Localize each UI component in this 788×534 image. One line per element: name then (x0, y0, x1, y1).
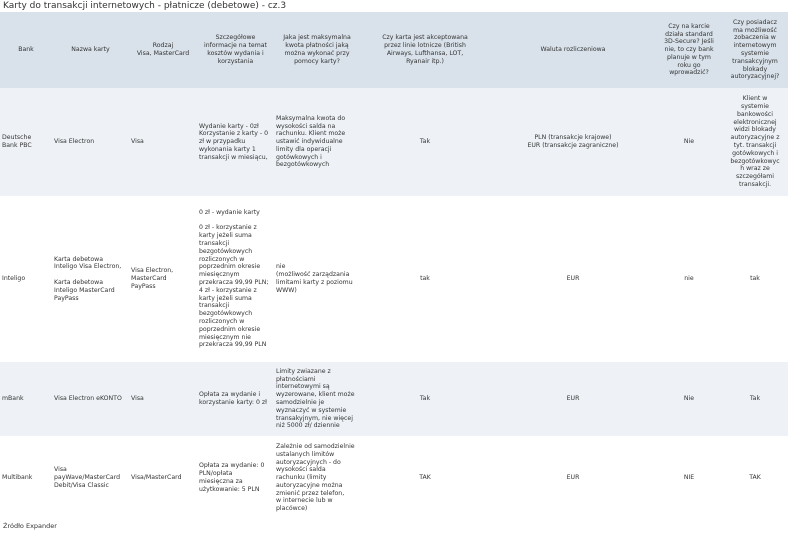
table-row (0, 362, 788, 436)
cell-bank: Inteligo (0, 196, 52, 362)
cell-max-limit: nie (możliwość zarządzania limitami karty z poziomu WWW) (274, 196, 360, 362)
col-header-3d-secure: Czy na karcie działa standard 3D-Secure? Jeśli nie, to czy bank planuje w tym roku go wprowadzić? (656, 12, 722, 88)
cell-max-limit: Zależnie od samodzielnie ustalanych limitów autoryzacyjnych - do wysokości salda rachunku (limity autoryzacyjne można zmienić przez telefon, w internecie lub w placówce) (274, 436, 360, 520)
cell-currency: EUR (490, 196, 656, 362)
cell-card-type: Visa (129, 362, 197, 436)
cell-bank: Multibank (0, 436, 52, 520)
cell-card-name: Visa Electron (52, 88, 129, 196)
col-header-airlines: Czy karta jest akceptowana przez linie lotnicze (British Airways, Lufthansa, LOT, Ryanair itp.) (360, 12, 490, 88)
cell-costs: Wydanie karty - 0zł Korzystanie z karty - 0 zł w przypadku wykonania karty 1 transakcji w miesiącu, (197, 88, 274, 196)
cell-costs: Opłata za wydanie: 0 PLN/opłata miesięczna za użytkowanie: 5 PLN (197, 436, 274, 520)
source-note: Źródło Expander (3, 522, 57, 530)
cell-bank: mBank (0, 362, 52, 436)
table-row (0, 436, 788, 520)
cell-airlines: Tak (360, 88, 490, 196)
cell-card-type: Visa (129, 88, 197, 196)
cell-3d-secure: nie (656, 196, 722, 362)
cell-currency: EUR (490, 362, 656, 436)
cell-auth-block: tak (722, 196, 788, 362)
cell-airlines: tak (360, 196, 490, 362)
cell-airlines: TAK (360, 436, 490, 520)
cell-card-name: Visa payWave/MasterCard Debit/Visa Classic (52, 436, 129, 520)
cell-3d-secure: Nie (656, 362, 722, 436)
cell-currency: EUR (490, 436, 656, 520)
col-header-card-type: Rodzaj Visa, MasterCard (129, 12, 197, 88)
cell-auth-block: TAK (722, 436, 788, 520)
cell-max-limit: Limity zwiazane z płatnościami internetowymi są wyzerowane, klient może samodzielnie je wyznaczyć w systemie transakyjnym, nie więcej niż 5000 zł/ dziennie (274, 362, 360, 436)
cell-auth-block: Klient w systemie bankowości elektronicznej widzi blokady autoryzacyjne z tyt. transakcji gotówkowych i bezgotówkowyc h wraz ze szczegółami transakcji. (722, 88, 788, 196)
cell-costs: 0 zł - wydanie karty 0 zł - korzystanie z karty jeżeli suma transakcji bezgotówkowych rozliczonych w poprzednim okresie miesięcznym przekracza 99,99 PLN; 4 zł - korzystanie z karty jeżeli suma transakcji bezgotówkowych rozliczonych w poprzednim okresie miesięcznym nie przekracza 99,99 PLN (197, 196, 274, 362)
cell-max-limit: Maksymalna kwota do wysokości salda na rachunku. Klient może ustawić indywidualne limity dla operacji gotówkowych i bezgotówkowych (274, 88, 360, 196)
cell-3d-secure: Nie (656, 88, 722, 196)
table-row (0, 88, 788, 196)
col-header-bank: Bank (0, 12, 52, 88)
col-header-card-name: Nazwa karty (52, 12, 129, 88)
col-header-auth-block: Czy posiadacz ma możliwość zobaczenia w internetowym systemie transakcyjnym blokady autoryzacyjnej? (722, 12, 788, 88)
cell-3d-secure: NIE (656, 436, 722, 520)
cards-table (0, 12, 788, 520)
cell-card-name: Visa Electron eKONTO (52, 362, 129, 436)
col-header-currency: Waluta rozliczeniowa (490, 12, 656, 88)
cell-bank: Deutsche Bank PBC (0, 88, 52, 196)
header-row (0, 12, 788, 88)
cell-airlines: Tak (360, 362, 490, 436)
page-title: Karty do transakcji internetowych - płatnicze (debetowe) - cz.3 (3, 1, 287, 11)
col-header-max-limit: Jaka jest maksymalna kwota płatności jaką można wykonać przy pomocy karty? (274, 12, 360, 88)
cell-card-type: Visa Electron, MasterCard PayPass (129, 196, 197, 362)
table-row (0, 196, 788, 362)
cell-auth-block: Tak (722, 362, 788, 436)
cell-card-type: Visa/MasterCard (129, 436, 197, 520)
cell-card-name: Karta debetowa Inteligo Visa Electron, Karta debetowa Inteligo MasterCard PayPass (52, 196, 129, 362)
cell-currency: PLN (transakcje krajowe) EUR (transakcje zagraniczne) (490, 88, 656, 196)
cell-costs: Opłata za wydanie i korzystanie karty: 0 zł (197, 362, 274, 436)
col-header-costs: Szczegółowe informacje na temat kosztów wydania i korzystania (197, 12, 274, 88)
